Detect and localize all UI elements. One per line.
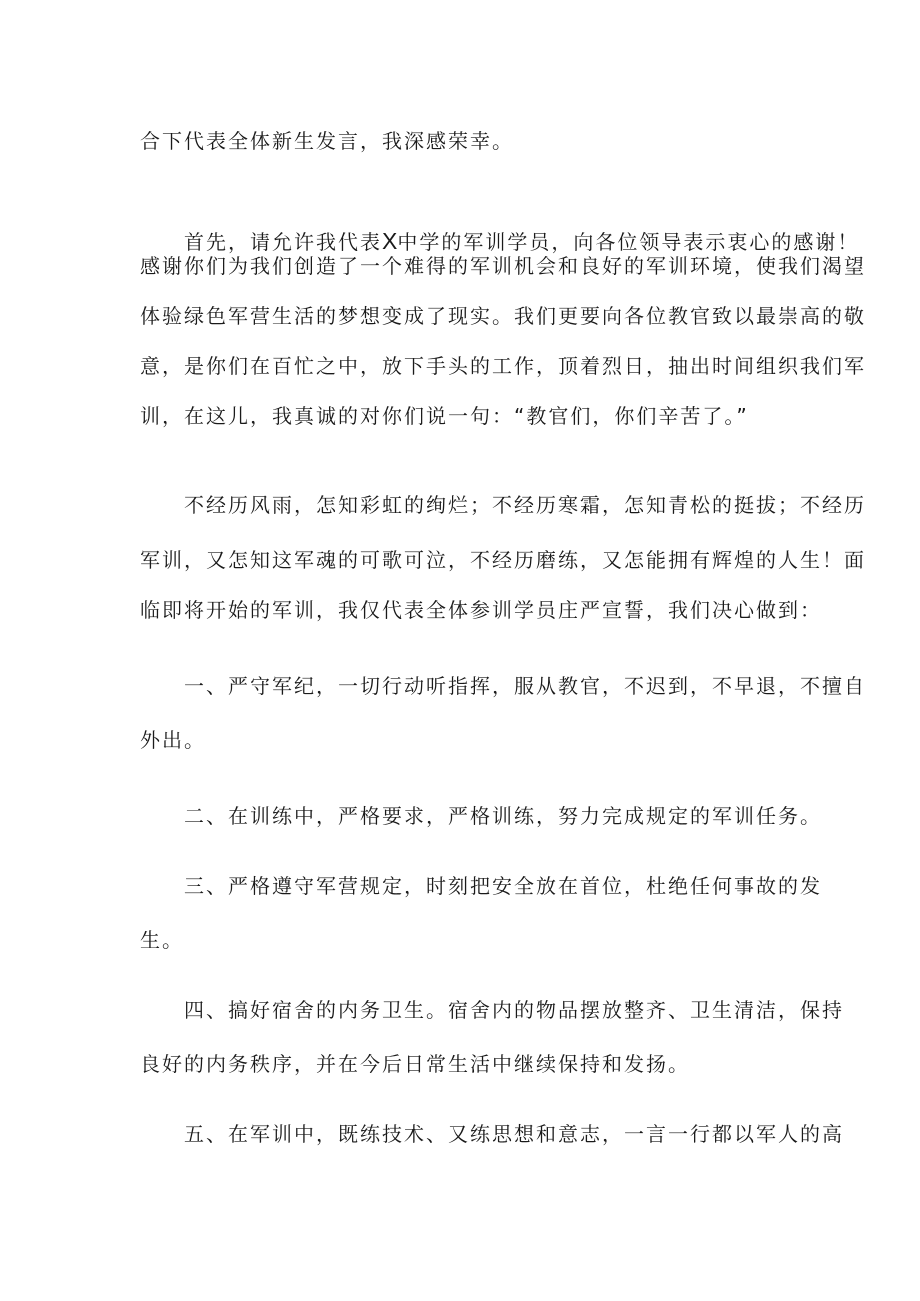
text-line: 体验绿色军营生活的梦想变成了现实。我们更要向各位教官致以最崇高的敬 <box>140 304 866 328</box>
text-line: 临即将开始的军训，我仅代表全体参训学员庄严宣誓，我们决心做到： <box>140 598 822 622</box>
text-line: 外出。 <box>140 728 206 752</box>
text-line: 四、搞好宿舍的内务卫生。宿舍内的物品摆放整齐、卫生清洁，保持 <box>184 998 844 1022</box>
text-line: 二、在训练中，严格要求，严格训练，努力完成规定的军训任务。 <box>184 804 822 828</box>
text-segment: 首先，请允许我代表 <box>184 230 382 254</box>
text-line: 五、在军训中，既练技术、又练思想和意志，一言一行都以军人的高 <box>184 1122 844 1146</box>
text-line: 军训，又怎知这军魂的可歌可泣，不经历磨练，又怎能拥有辉煌的人生！面 <box>140 548 866 572</box>
text-segment: X <box>382 228 398 254</box>
text-line <box>184 228 859 255</box>
text-line: 生。 <box>140 928 184 952</box>
text-line: 不经历风雨，怎知彩虹的绚烂；不经历寒霜，怎知青松的挺拔；不经历 <box>184 493 866 517</box>
text-line: 三、严格遵守军营规定，时刻把安全放在首位，杜绝任何事故的发 <box>184 874 822 898</box>
text-line: 合下代表全体新生发言，我深感荣幸。 <box>140 129 514 153</box>
text-segment: 中学的军训学员，向各位领导表示衷心的感谢！ <box>397 230 860 254</box>
text-line: 训，在这儿，我真诚的对你们说一句：“教官们，你们辛苦了。” <box>140 404 749 428</box>
text-line: 感谢你们为我们创造了一个难得的军训机会和良好的军训环境，使我们渴望 <box>140 254 866 278</box>
text-line: 一、严守军纪，一切行动听指挥，服从教官，不迟到，不早退，不擅自 <box>184 674 866 698</box>
text-line: 意，是你们在百忙之中，放下手头的工作，顶着烈日，抽出时间组织我们军 <box>140 354 866 378</box>
text-line: 良好的内务秩序，并在今后日常生活中继续保持和发扬。 <box>140 1052 690 1076</box>
